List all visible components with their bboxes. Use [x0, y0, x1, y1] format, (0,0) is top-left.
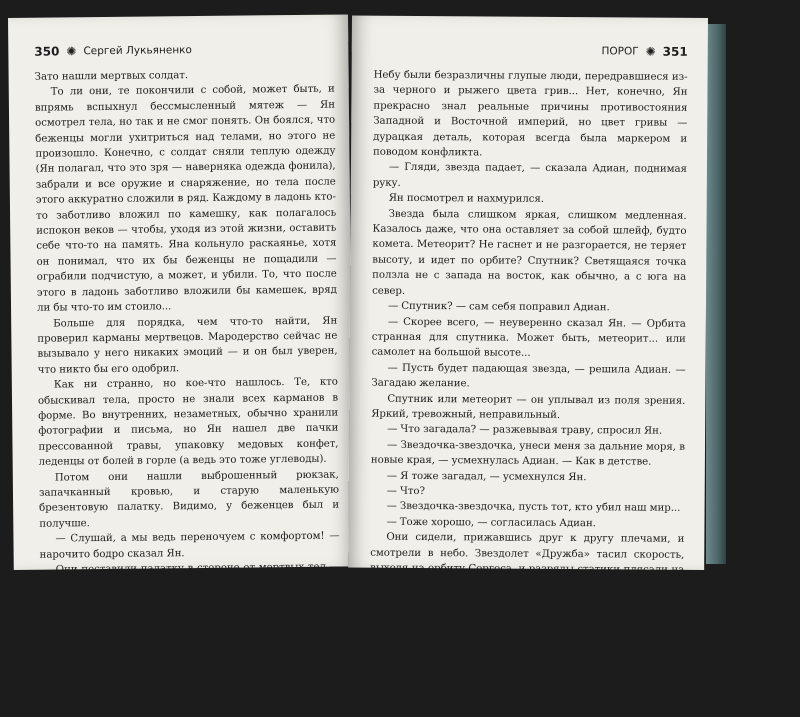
right-page-number: 351 [662, 44, 688, 59]
paragraph: — Что? [386, 485, 425, 498]
paragraph: Спутник или метеорит — он уплывал из поля зрения. Яркий, тревожный, неправильный. [371, 393, 686, 421]
paragraph: Больше для порядка, чем что-то найти, Ян проверил карманы мертвецов. Мародерство сейчас не вызывало у него никаких эмоций — и он был уверен, что никто бы его одобрил. [37, 315, 338, 376]
paragraph: То ли они, те покончили с собой, может быть, и впрямь вспыхнул бессмысленный мятеж — Ян осмотрел тела, но так и не смог понять. Он боялся, что беженцы могли ухитриться над телами, но этого не произошло. Конечно, с солдат сняли теплую одежду (Ян полагал, что это зря — наверняка одежда фонила), забрали и все оружие и снаряжение, но тела после этого аккуратно сложили в ряд. Каждому в ладонь кто-то заботливо вложил по камешку, как полагалось испокон веков — чтобы, уходя из этой жизни, оставить себе что-то на память. Яна кольнуло раскаянье, хотя он понимал, что их бы беженцы не пощадили — ограбили подчистую, а может, и убили. То, что после этого в ладонь заботливо вложили бы камешек, вряд ли бы что-то им стоило... [34, 83, 337, 314]
paragraph: Они сидели, прижавшись друг к другу плечами, и смотрели в небо. Звездолет «Дружба» тасил скорость, выходя на орбиту Соргоса, и разряды статики плясали на титановом корпусе. [370, 531, 685, 590]
paragraph: Усевшись на тюках с сеном, они смотрели, как пробуждаются в небе звезды. Небо оставалось таким же, как до войны. [41, 669, 342, 715]
paragraph: Звезда была слишком яркая, слишком медленная. Казалось даже, что она оставляет за собой шлейф, будто комета. Метеорит? Не гаснет и не разгорается, не теряет высоту, и идет по орбите? Спутник? Светящаяся точка ползла не с запада на восток, как обычно, а с юга на север. [372, 208, 687, 297]
header-author: Сергей Лукьяненко [83, 44, 192, 58]
paragraph: — Скорее всего, — неуверенно сказал Ян. — Орбита странная для спутника. Может быть, метеорит... или самолет на большой высоте... [371, 316, 686, 360]
paragraph: — Звездочка-звездочка, пусть тот, кто убил наш мир... [386, 501, 681, 515]
paragraph: — Тоже хорошо, — согласилась Адиан. [386, 516, 596, 530]
left-page-number: 350 [34, 44, 60, 59]
paragraph: Как ни странно, но кое-что нашлось. Те, кто обыскивал тела, просто не знали всех карманов в форме. Во внутренних, незаметных, обычно хранили фотографии и письма, но Ян нашел две пачки прессованной травы, упаковку медовых конфет, леденцы от болей в горле (а ведь это тоже углеводы). [37, 376, 339, 468]
paragraph: Потом они нашли выброшенный рюкзак, запачканный кровью, и старую маленькую брезентовую палатку. Видимо, у беженцев был и получше. [38, 469, 340, 530]
header-title: ПОРОГ [601, 45, 639, 58]
left-page-header [34, 41, 334, 60]
place-date-signature: Москва, 2018–2019 [576, 651, 684, 665]
paragraph: Они поставили палатку в стороне от мертвых тел — в новом мертвом мире мертвые уже не трепета. Съели по три конфеты, показавшихся вкусом, ощутимо все горло. Потом Ян достал траву, отщипнул себе хороший кусок, подумав, протянул Адиан — та тоже оторвала щедрую порцию. Пробормотала: [39, 561, 341, 653]
ornament-star-icon: ✺ [66, 44, 77, 59]
paragraph: Ян посмотрел и нахмурился. [388, 193, 545, 206]
ornament-star-icon: ✺ [645, 44, 656, 59]
paragraph: — Гляди, звезда падает, — сказала Адиан, поднимая руку. [372, 162, 687, 189]
left-page-text [35, 67, 342, 717]
paragraph: — Что загадала? — разжевывая траву, спросил Ян. [387, 424, 663, 438]
cover-edge [706, 24, 726, 564]
end-of-book: Конец первой книги [467, 614, 587, 628]
paragraph: Небу были безразличны глупые люди, передравшиеся из-за черного и рыжего цвета грив... Нет, конечно, Ян прекрасно знал реальные причины противостояния Западной и Восточной империй, но цвет гривы — дурацкая деталь, которая всегда была маркером и поводом конфликта. [373, 69, 688, 159]
paragraph: — С института эту дрянь не жевала... [56, 654, 259, 668]
right-page-header [374, 42, 688, 60]
paragraph: — Звездочка-звездочка, унеси меня за дальние моря, в новые края, — усмехнулась Адиан. — Как в детстве. [370, 439, 686, 468]
right-page [348, 16, 708, 665]
right-page-text [369, 68, 687, 665]
paragraph: — Спутник? — сам себя поправил Адиан. [387, 300, 610, 314]
paragraph: Зато нашли мертвых солдат. [34, 70, 189, 83]
paragraph: — Я тоже загадал, — усмехнулся Ян. [386, 470, 587, 483]
paragraph: — Слушай, а мы ведь переночуем с комфортом! — нарочито бодро сказал Ян. [39, 530, 340, 561]
paragraph: — Пусть будет падающая звезда, — решила Адиан. — Загадаю желание. [371, 362, 686, 390]
left-page [8, 14, 354, 715]
